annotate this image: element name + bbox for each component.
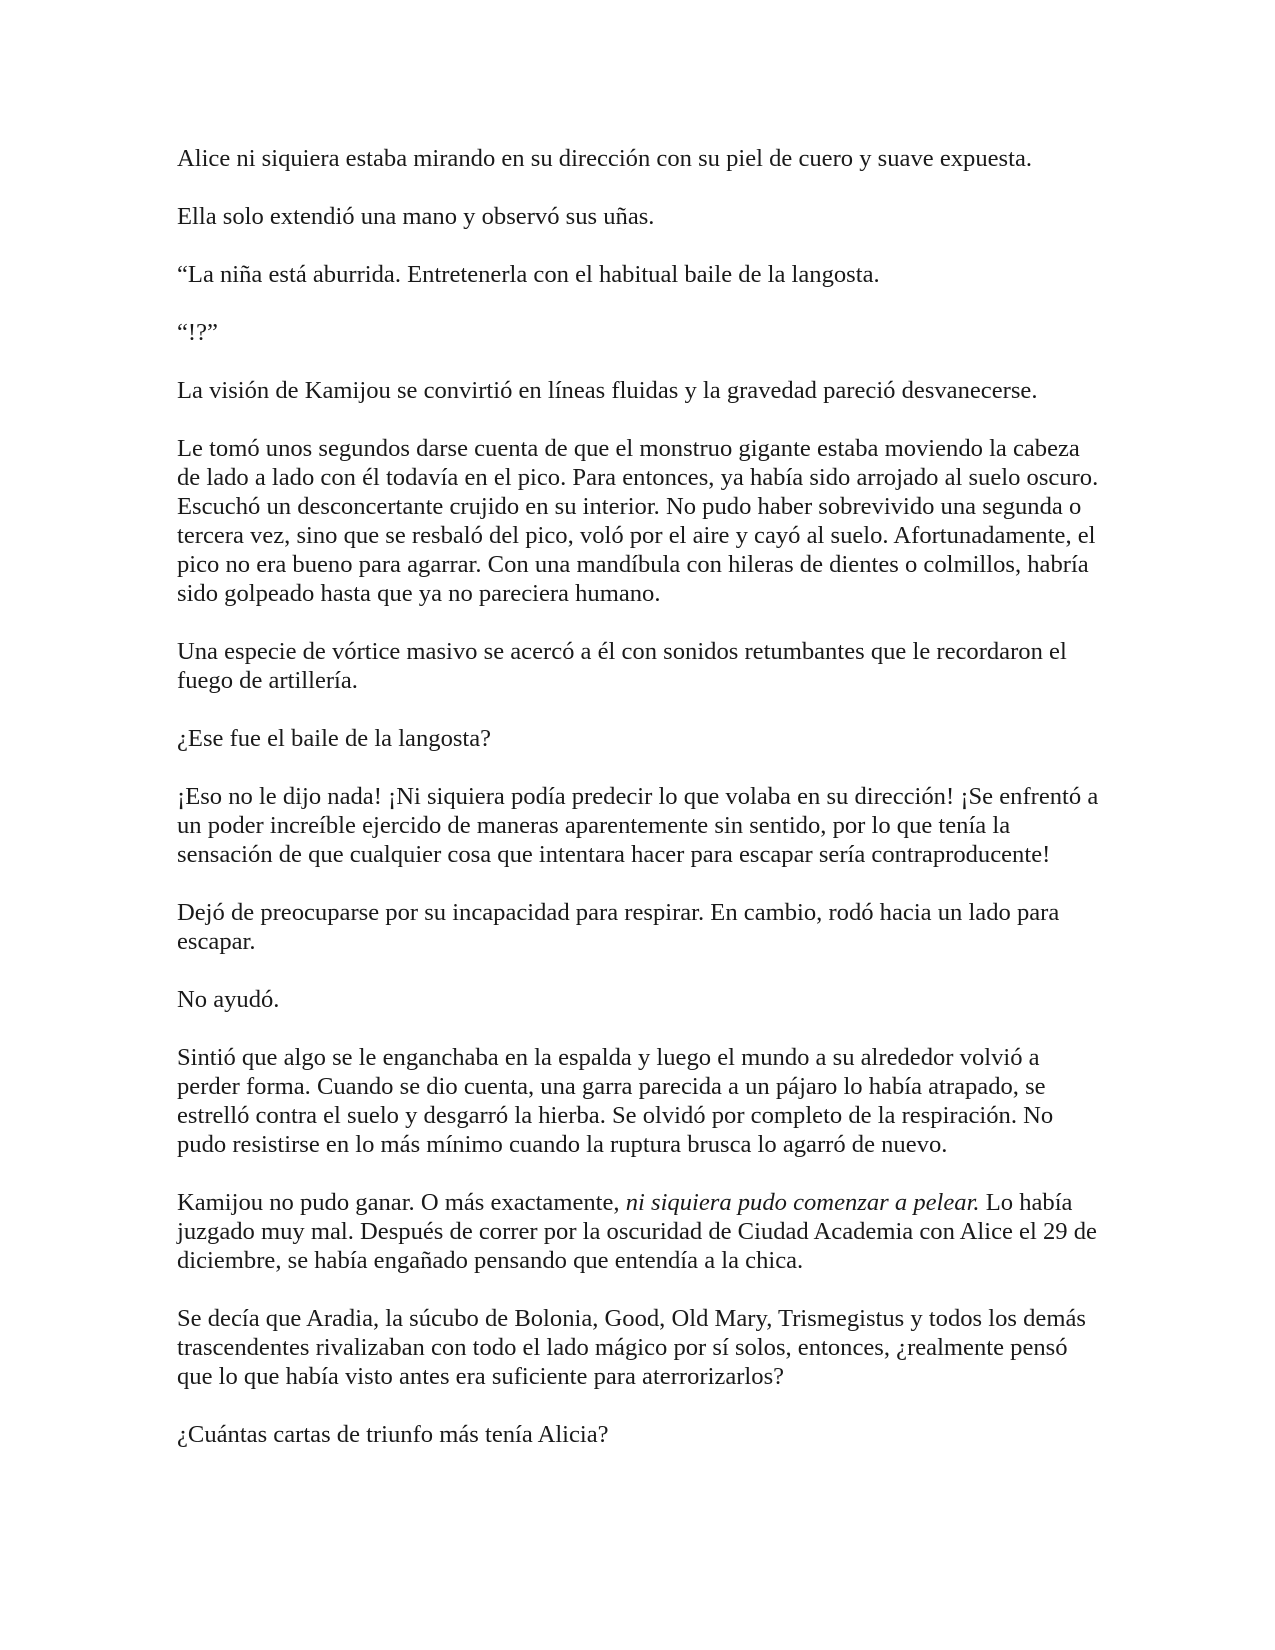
paragraph: Se decía que Aradia, la súcubo de Bolonia, Good, Old Mary, Trismegistus y todos los demás trascendentes rivalizaban con todo el lado mágico por sí solos, entonces, ¿realmente pensó que lo que había visto antes era suficiente para aterrorizarlos? [177,1305,1086,1390]
paragraph: No ayudó. [177,986,280,1013]
paragraph: “!?” [177,319,218,346]
paragraph: Alice ni siquiera estaba mirando en su dirección con su piel de cuero y suave expuesta. [177,145,1033,172]
paragraph: La visión de Kamijou se convirtió en líneas fluidas y la gravedad pareció desvanecerse. [177,377,1038,404]
paragraph: Le tomó unos segundos darse cuenta de que el monstruo gigante estaba moviendo la cabeza de lado a lado con él todavía en el pico. Para entonces, ya había sido arrojado al suelo oscuro. Escuchó un desconcertante crujido en su interior. No pudo haber sobrevivido una segunda o tercera vez, sino que se resbaló del pico, voló por el aire y cayó al suelo. Afortunadamente, el pico no era bueno para agarrar. Con una mandíbula con hileras de dientes o colmillos, habría sido golpeado hasta que ya no pareciera humano. [177,435,1099,607]
paragraph: ¿Cuántas cartas de triunfo más tenía Alicia? [177,1421,609,1448]
paragraph: Sintió que algo se le enganchaba en la espalda y luego el mundo a su alrededor volvió a perder forma. Cuando se dio cuenta, una garra parecida a un pájaro lo había atrapado, se estrelló contra el suelo y desgarró la hierba. Se olvidó por completo de la respiración. No pudo resistirse en lo más mínimo cuando la ruptura brusca lo agarró de nuevo. [177,1044,1054,1158]
italic-text: ni siquiera pudo comenzar a pelear. [625,1189,980,1216]
paragraph: ¿Ese fue el baile de la langosta? [177,725,492,752]
paragraph: Una especie de vórtice masivo se acercó a él con sonidos retumbantes que le recordaron el fuego de artillería. [177,638,1067,694]
paragraph: Ella solo extendió una mano y observó sus uñas. [177,203,655,230]
paragraph-text: Lo había juzgado muy mal. Después de correr por la oscuridad de Ciudad Academia con Alice el 29 de diciembre, se había engañado pensando que entendía a la chica. [177,1189,1097,1274]
document-body [177,144,1107,1449]
paragraph-with-italic [177,1188,1107,1275]
paragraph: Dejó de preocuparse por su incapacidad para respirar. En cambio, rodó hacia un lado para escapar. [177,899,1060,955]
paragraph: ¡Eso no le dijo nada! ¡Ni siquiera podía predecir lo que volaba en su dirección! ¡Se enfrentó a un poder increíble ejercido de maneras aparentemente sin sentido, por lo que tenía la sensación de que cualquier cosa que intentara hacer para escapar sería contraproducente! [177,783,1099,868]
paragraph-text: Kamijou no pudo ganar. O más exactamente, [177,1189,626,1216]
paragraph: “La niña está aburrida. Entretenerla con el habitual baile de la langosta. [177,261,880,288]
